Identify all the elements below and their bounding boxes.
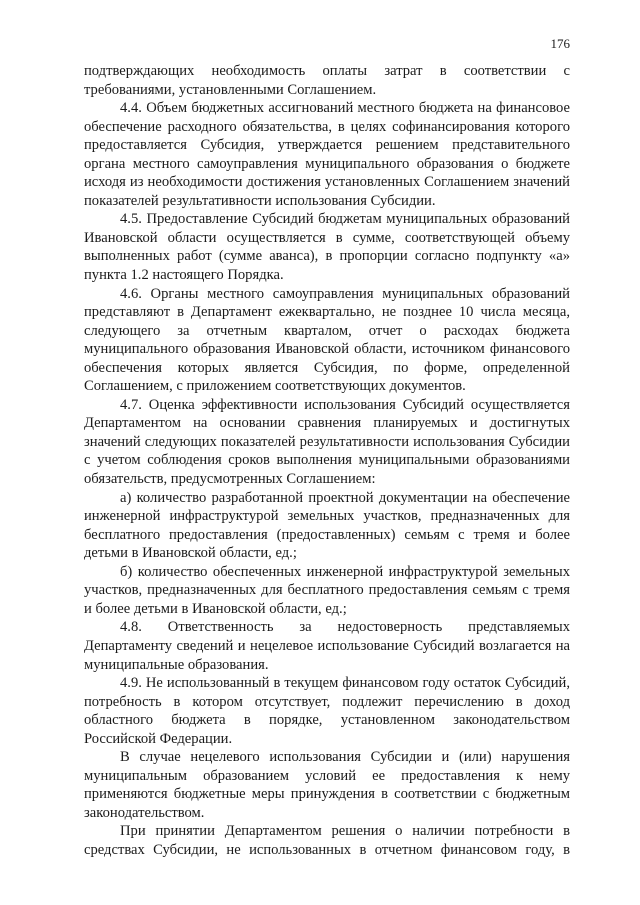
paragraph-decision-continuation: При принятии Департаментом решения о наличии потребности в средствах Субсидии, не использованных в отчетном финансовом году, в <box>84 823 570 858</box>
paragraph-4-7: 4.7. Оценка эффективности использования Субсидий осуществляется Департаментом на основании сравнения планируемых и достигнутых значений следующих показателей результативности использования Субсидии с учетом соблюдения сроков выполнения муниципальными образованиями обязательств, предусмотренных Соглашением: <box>84 396 570 488</box>
paragraph-4-8: 4.8. Ответственность за недостоверность представляемых Департаменту сведений и нецелевое использование Субсидий возлагается на муниципальные образования. <box>84 619 570 673</box>
paragraph-misuse-measures: В случае нецелевого использования Субсидии и (или) нарушения муниципальным образованием условий ее предоставления к нему применяются бюджетные меры принуждения в соответствии с бюджетным законодательством. <box>84 749 570 821</box>
page-number: 176 <box>550 36 570 51</box>
paragraph-4-9: 4.9. Не использованный в текущем финансовом году остаток Субсидий, потребность в котором отсутствует, подлежит перечислению в доход областного бюджета в порядке, установленном законодательством Российской Федерации. <box>84 675 570 747</box>
list-item-b: б) количество обеспеченных инженерной инфраструктурой земельных участков, предназначенных для бесплатного предоставления семьям с тремя и более детьми в Ивановской области, ед.; <box>84 563 570 617</box>
document-body <box>84 62 570 860</box>
paragraph-4-5: 4.5. Предоставление Субсидий бюджетам муниципальных образований Ивановской области осуществляется в сумме, соответствующей объему выполненных работ (сумме аванса), в пропорции согласно подпункту «а» пункта 1.2 настоящего Порядка. <box>84 211 570 284</box>
paragraph-continuation: подтверждающих необходимость оплаты затрат в соответствии с требованиями, установленными Соглашением. <box>84 63 570 98</box>
paragraph-4-6: 4.6. Органы местного самоуправления муниципальных образований представляют в Департамент ежеквартально, не позднее 10 числа месяца, следующего за отчетным кварталом, отчет о расходах бюджета муниципального образования Ивановской области, источником финансового обеспечения которых является Субсидия, по форме, определенной Соглашением, с приложением соответствующих документов. <box>84 285 570 395</box>
list-item-a: а) количество разработанной проектной документации на обеспечение инженерной инфраструктурой земельных участков, предназначенных для бесплатного предоставления (предоставленных) семьям с тремя и более детьми в Ивановской области, ед.; <box>84 489 570 562</box>
paragraph-4-4: 4.4. Объем бюджетных ассигнований местного бюджета на финансовое обеспечение расходного обязательства, в целях софинансирования которого предоставляется Субсидия, утверждается решением представительного органа местного самоуправления муниципального образования о бюджете исходя из необходимости достижения установленных Соглашением значений показателей результативности использования Субсидии. <box>84 100 570 209</box>
